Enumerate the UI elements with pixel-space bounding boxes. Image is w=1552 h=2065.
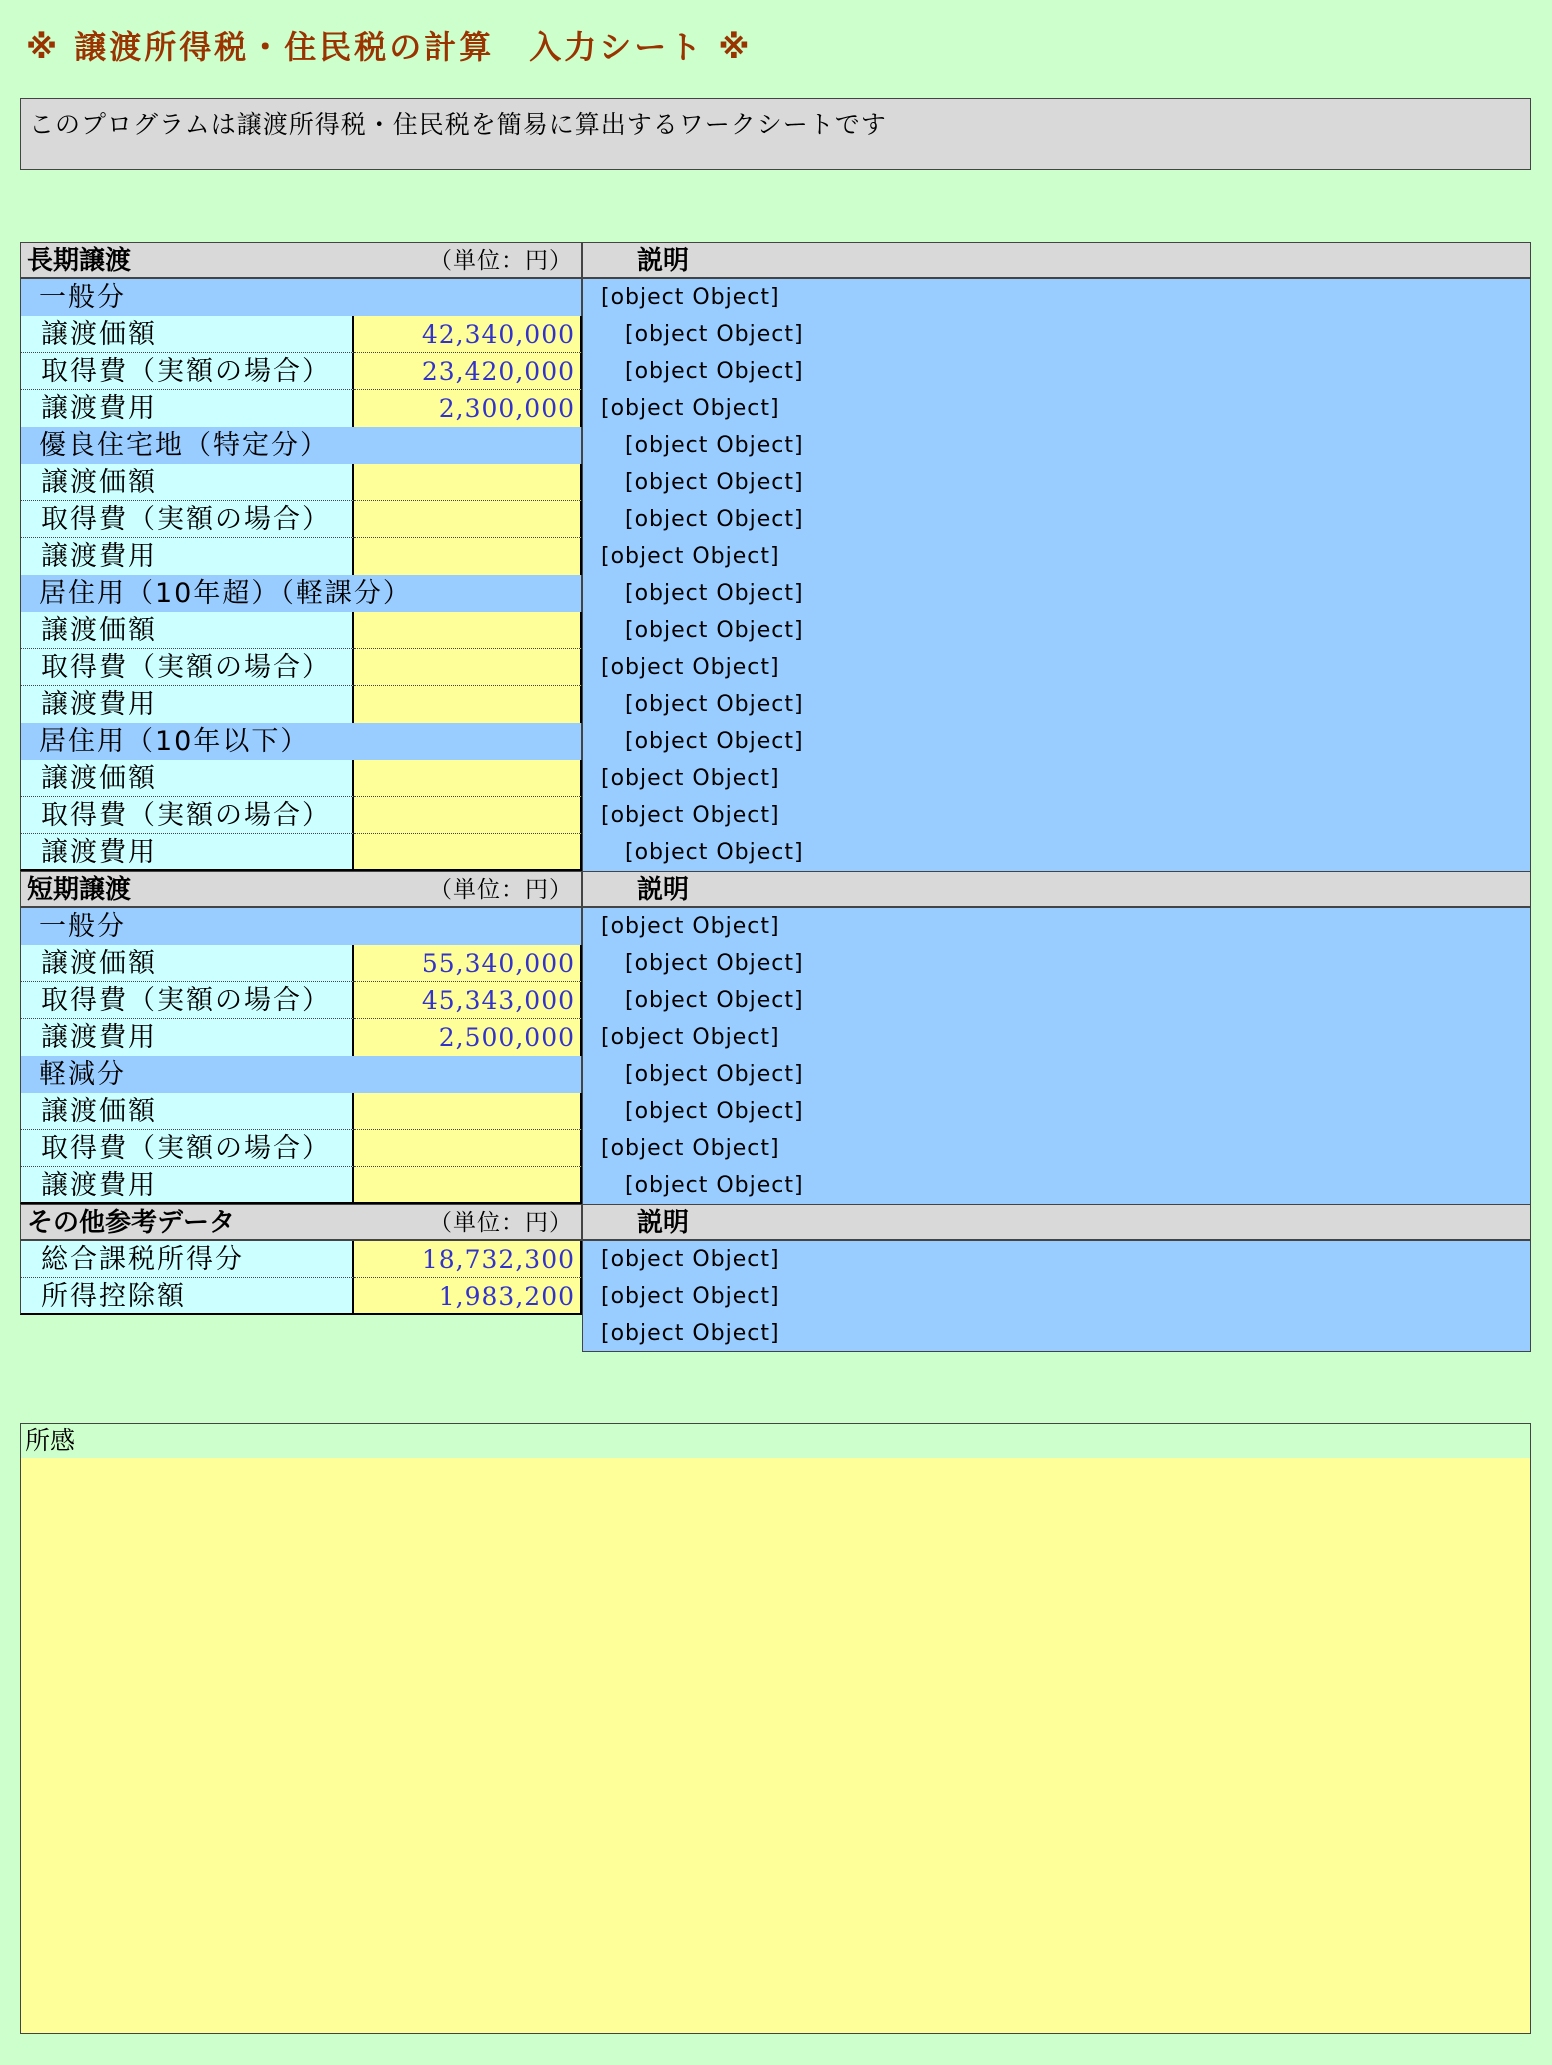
amount-input[interactable] xyxy=(354,649,582,686)
description-text: [object Object] xyxy=(601,1321,780,1346)
remarks-box xyxy=(20,1423,1531,2034)
description-text: [object Object] xyxy=(625,359,804,384)
category-label: 一般分 xyxy=(20,279,582,316)
grid-row xyxy=(0,797,1552,834)
field-label: 所得控除額 xyxy=(20,1278,354,1315)
amount-input[interactable]: 42,340,000 xyxy=(354,316,582,353)
amount-input[interactable] xyxy=(354,501,582,538)
description-header: 説明 xyxy=(582,1204,1531,1241)
description-cell xyxy=(582,649,1531,686)
field-label: 譲渡価額 xyxy=(20,1093,354,1130)
grid-row xyxy=(0,686,1552,723)
unit-label: （単位：円） xyxy=(429,1210,573,1236)
description-text: [object Object] xyxy=(625,507,804,532)
field-label: 譲渡費用 xyxy=(20,834,354,871)
remarks-input[interactable] xyxy=(21,1458,1530,2033)
field-label: 譲渡価額 xyxy=(20,612,354,649)
description-cell xyxy=(582,316,1531,353)
grid-row xyxy=(0,834,1552,871)
description-text: [object Object] xyxy=(625,1173,804,1198)
unit-label: （単位：円） xyxy=(429,248,573,274)
grid-row xyxy=(0,1093,1552,1130)
grid-row xyxy=(0,353,1552,390)
description-cell xyxy=(582,1019,1531,1056)
description-text: [object Object] xyxy=(601,396,780,421)
description-cell xyxy=(582,834,1531,871)
field-label: 取得費（実額の場合） xyxy=(20,797,354,834)
description-text: [object Object] xyxy=(601,285,780,310)
field-label: 譲渡費用 xyxy=(20,390,354,427)
field-label: 譲渡価額 xyxy=(20,760,354,797)
grid-row xyxy=(0,1315,1552,1352)
description-text: [object Object] xyxy=(601,1136,780,1161)
field-label: 譲渡価額 xyxy=(20,945,354,982)
grid-row xyxy=(0,464,1552,501)
description-text: [object Object] xyxy=(625,988,804,1013)
description-text: [object Object] xyxy=(625,581,804,606)
grid-row xyxy=(0,760,1552,797)
amount-input[interactable]: 45,343,000 xyxy=(354,982,582,1019)
amount-input[interactable] xyxy=(354,612,582,649)
amount-input[interactable]: 55,340,000 xyxy=(354,945,582,982)
field-label: 取得費（実額の場合） xyxy=(20,982,354,1019)
description-cell xyxy=(582,945,1531,982)
description-text: [object Object] xyxy=(625,840,804,865)
field-label: 譲渡費用 xyxy=(20,1019,354,1056)
grid-row xyxy=(0,945,1552,982)
amount-input[interactable] xyxy=(354,834,582,871)
description-text: [object Object] xyxy=(601,766,780,791)
description-cell xyxy=(582,464,1531,501)
description-cell xyxy=(582,390,1531,427)
description-text: [object Object] xyxy=(601,655,780,680)
grid-row xyxy=(0,1241,1552,1278)
description-text: [object Object] xyxy=(625,322,804,347)
description-text: [object Object] xyxy=(625,729,804,754)
grid-row xyxy=(0,908,1552,945)
field-label: 取得費（実額の場合） xyxy=(20,1130,354,1167)
description-text: [object Object] xyxy=(625,692,804,717)
field-label: 取得費（実額の場合） xyxy=(20,501,354,538)
description-text: [object Object] xyxy=(625,1099,804,1124)
description-text: [object Object] xyxy=(625,433,804,458)
field-label: 取得費（実額の場合） xyxy=(20,649,354,686)
grid-row xyxy=(0,982,1552,1019)
description-cell xyxy=(582,908,1531,945)
sheet-title: ※ 譲渡所得税・住民税の計算 入力シート ※ xyxy=(26,28,753,66)
grid-row xyxy=(0,427,1552,464)
field-label: 取得費（実額の場合） xyxy=(20,353,354,390)
section-header xyxy=(20,1204,582,1241)
category-label: 居住用（10年超）（軽課分） xyxy=(20,575,582,612)
description-cell xyxy=(582,279,1531,316)
amount-input[interactable] xyxy=(354,1130,582,1167)
grid-row xyxy=(0,316,1552,353)
amount-input[interactable]: 18,732,300 xyxy=(354,1241,582,1278)
amount-input[interactable] xyxy=(354,1093,582,1130)
amount-input[interactable]: 23,420,000 xyxy=(354,353,582,390)
grid-row xyxy=(0,1204,1552,1241)
description-cell xyxy=(582,1130,1531,1167)
description-cell xyxy=(582,723,1531,760)
field-label: 譲渡費用 xyxy=(20,686,354,723)
description-cell xyxy=(582,1241,1531,1278)
amount-input[interactable]: 2,300,000 xyxy=(354,390,582,427)
grid-row xyxy=(0,871,1552,908)
grid-row xyxy=(0,501,1552,538)
description-cell xyxy=(582,575,1531,612)
section-header xyxy=(20,242,582,279)
amount-input[interactable] xyxy=(354,538,582,575)
description-cell xyxy=(582,427,1531,464)
description-text: [object Object] xyxy=(625,470,804,495)
description-cell xyxy=(582,501,1531,538)
category-label: 居住用（10年以下） xyxy=(20,723,582,760)
description-text: [object Object] xyxy=(601,544,780,569)
grid-row xyxy=(0,242,1552,279)
amount-input[interactable]: 2,500,000 xyxy=(354,1019,582,1056)
grid-row xyxy=(0,723,1552,760)
description-text: [object Object] xyxy=(601,914,780,939)
amount-input[interactable] xyxy=(354,797,582,834)
description-cell xyxy=(582,760,1531,797)
description-cell xyxy=(582,612,1531,649)
amount-input[interactable]: 1,983,200 xyxy=(354,1278,582,1315)
remarks-label: 所感 xyxy=(21,1424,1530,1458)
category-label: 優良住宅地（特定分） xyxy=(20,427,582,464)
grid-row xyxy=(0,612,1552,649)
field-label: 譲渡費用 xyxy=(20,1167,354,1204)
amount-input[interactable] xyxy=(354,760,582,797)
section-title: その他参考データ xyxy=(27,1208,236,1238)
amount-input[interactable] xyxy=(354,464,582,501)
description-text: [object Object] xyxy=(601,1284,780,1309)
description-text: [object Object] xyxy=(601,1247,780,1272)
field-label: 総合課税所得分 xyxy=(20,1241,354,1278)
unit-label: （単位：円） xyxy=(429,877,573,903)
section-header xyxy=(20,871,582,908)
grid-row xyxy=(0,649,1552,686)
grid-row xyxy=(0,1056,1552,1093)
intro-text: このプログラムは譲渡所得税・住民税を簡易に算出するワークシートです xyxy=(20,98,1531,170)
grid-row xyxy=(0,1278,1552,1315)
grid-row xyxy=(0,1019,1552,1056)
grid-row xyxy=(0,538,1552,575)
field-label: 譲渡価額 xyxy=(20,464,354,501)
description-cell xyxy=(582,1056,1531,1093)
grid-row xyxy=(0,1167,1552,1204)
description-cell xyxy=(582,1315,1531,1352)
section-title: 長期譲渡 xyxy=(27,246,132,276)
amount-input[interactable] xyxy=(354,1167,582,1204)
description-cell xyxy=(582,1278,1531,1315)
description-cell xyxy=(582,353,1531,390)
description-text: [object Object] xyxy=(625,951,804,976)
description-text: [object Object] xyxy=(601,803,780,828)
description-cell xyxy=(582,538,1531,575)
description-text: [object Object] xyxy=(601,1025,780,1050)
section-title: 短期譲渡 xyxy=(27,875,132,905)
amount-input[interactable] xyxy=(354,686,582,723)
grid-row xyxy=(0,390,1552,427)
grid-row xyxy=(0,575,1552,612)
description-cell xyxy=(582,1093,1531,1130)
field-label: 譲渡価額 xyxy=(20,316,354,353)
description-text: [object Object] xyxy=(625,1062,804,1087)
description-header: 説明 xyxy=(582,242,1531,279)
description-cell xyxy=(582,686,1531,723)
category-label: 一般分 xyxy=(20,908,582,945)
grid-row xyxy=(0,1130,1552,1167)
description-cell xyxy=(582,982,1531,1019)
category-label: 軽減分 xyxy=(20,1056,582,1093)
field-label: 譲渡費用 xyxy=(20,538,354,575)
grid-row xyxy=(0,279,1552,316)
description-header: 説明 xyxy=(582,871,1531,908)
description-cell xyxy=(582,797,1531,834)
description-text: [object Object] xyxy=(625,618,804,643)
description-cell xyxy=(582,1167,1531,1204)
